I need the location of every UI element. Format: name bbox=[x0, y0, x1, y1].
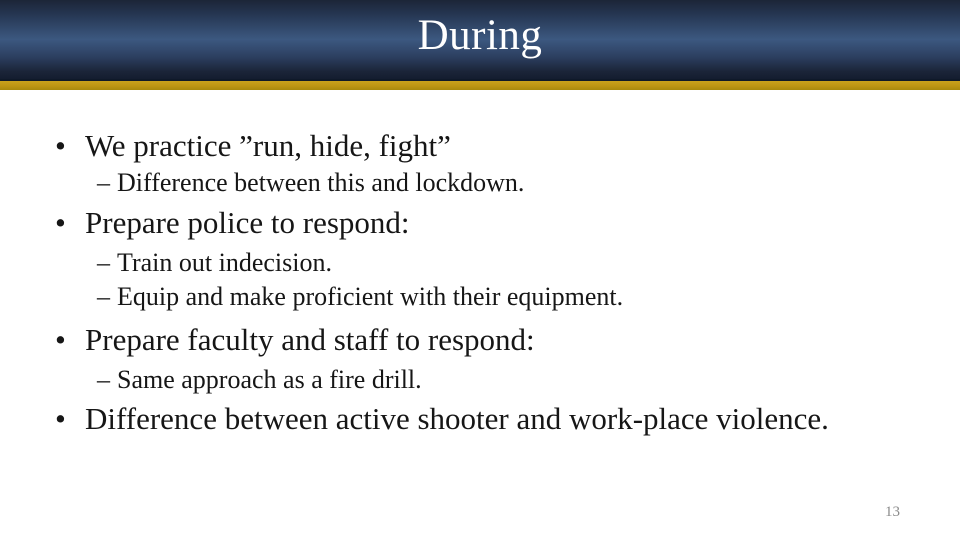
gold-divider bbox=[0, 81, 960, 90]
sub-bullet-item bbox=[97, 248, 935, 278]
bullet-text: Difference between active shooter and work-place violence. bbox=[85, 401, 829, 436]
bullet-text: We practice ”run, hide, fight” bbox=[85, 128, 451, 163]
page-title: During bbox=[417, 12, 543, 59]
slide-page-number: 13 bbox=[885, 504, 900, 520]
dash-icon: – bbox=[97, 168, 110, 197]
sub-bullet-item bbox=[97, 168, 935, 198]
sub-bullet-item bbox=[97, 282, 935, 312]
dash-icon: – bbox=[97, 365, 110, 394]
bullet-item bbox=[55, 322, 935, 358]
sub-bullet-text: Same approach as a fire drill. bbox=[117, 365, 422, 394]
slide-body bbox=[55, 128, 935, 437]
bullet-item bbox=[55, 128, 935, 164]
dash-icon: – bbox=[97, 282, 110, 311]
bullet-icon: • bbox=[55, 401, 66, 436]
bullet-icon: • bbox=[55, 205, 66, 240]
dash-icon: – bbox=[97, 248, 110, 277]
sub-bullet-item bbox=[97, 365, 935, 395]
sub-bullet-text: Train out indecision. bbox=[117, 248, 332, 277]
bullet-icon: • bbox=[55, 322, 66, 357]
bullet-item bbox=[55, 401, 935, 437]
sub-bullet-text: Difference between this and lockdown. bbox=[117, 168, 525, 197]
sub-bullet-text: Equip and make proficient with their equipment. bbox=[117, 282, 624, 311]
bullet-item bbox=[55, 205, 935, 241]
slide-header bbox=[0, 0, 960, 81]
bullet-text: Prepare faculty and staff to respond: bbox=[85, 322, 535, 357]
bullet-text: Prepare police to respond: bbox=[85, 205, 410, 240]
bullet-icon: • bbox=[55, 128, 66, 163]
